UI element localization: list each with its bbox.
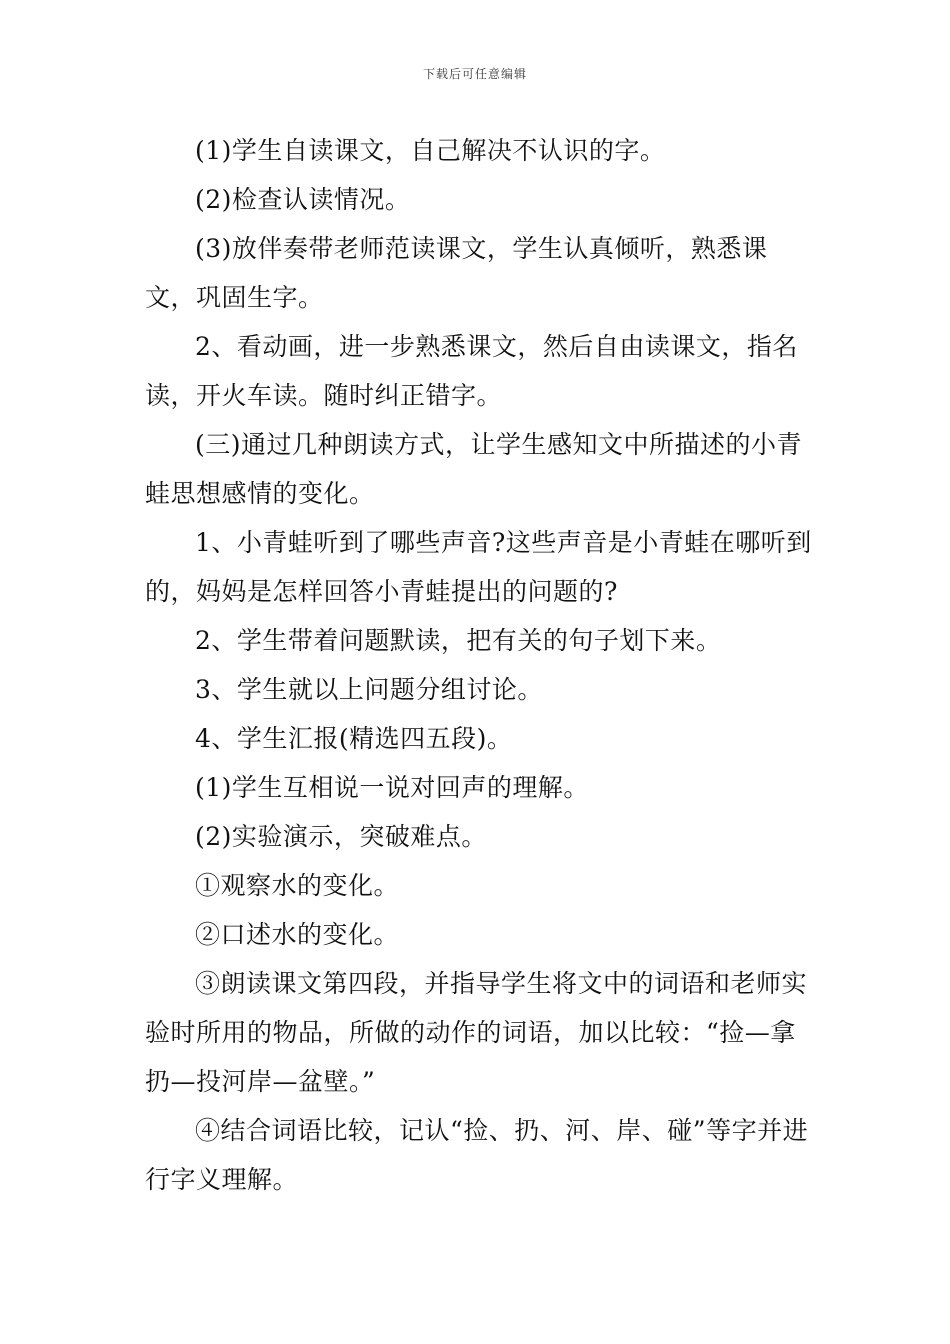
paragraph-circle-2: ②口述水的变化。 [195,920,400,949]
paragraph-step-1-3: (3)放伴奏带老师范读课文，学生认真倾听，熟悉课文，巩固生字。 [145,234,768,312]
paragraph-question-4: 4、学生汇报(精选四五段)。 [195,724,513,753]
header-note: 下载后可任意编辑 [422,67,527,81]
paragraph-step-1-2: (2)检查认读情况。 [195,185,411,214]
document-body [145,126,815,1204]
paragraph-circle-1: ①观察水的变化。 [195,871,400,900]
paragraph-report-2: (2)实验演示，突破难点。 [195,822,487,851]
paragraph-step-2: 2、看动画，进一步熟悉课文，然后自由读课文，指名读，开火车读。随时纠正错字。 [145,332,798,410]
paragraph-question-3: 3、学生就以上问题分组讨论。 [195,675,543,704]
paragraph-circle-3: ③朗读课文第四段，并指导学生将文中的词语和老师实验时所用的物品，所做的动作的词语，加以比较：“捡—拿扔—投河岸—盆壁。” [145,969,808,1096]
paragraph-step-1-1: (1)学生自读课文，自己解决不认识的字。 [195,136,666,165]
paragraph-section-3: (三)通过几种朗读方式，让学生感知文中所描述的小青蛙思想感情的变化。 [145,430,803,508]
paragraph-question-1: 1、小青蛙听到了哪些声音?这些声音是小青蛙在哪听到的，妈妈是怎样回答小青蛙提出的问题的? [145,528,812,606]
paragraph-circle-4: ④结合词语比较，记认“捡、扔、河、岸、碰”等字并进行字义理解。 [145,1116,809,1194]
paragraph-question-2: 2、学生带着问题默读，把有关的句子划下来。 [195,626,722,655]
paragraph-report-1: (1)学生互相说一说对回声的理解。 [195,773,589,802]
